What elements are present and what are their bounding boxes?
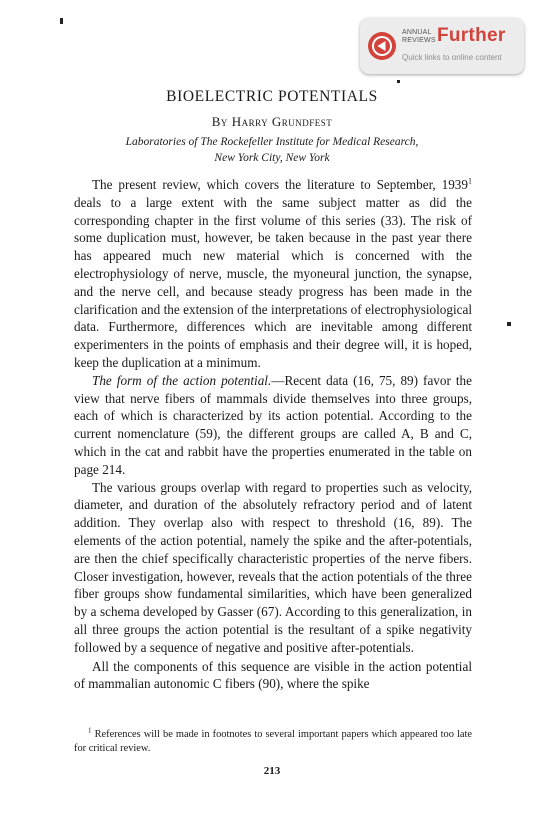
paragraph-text: All the components of this sequence are visible in the action potential of mammalian autonomic C fibers (90), where the spike — [74, 658, 472, 692]
badge-reviews-text: REVIEWS — [402, 37, 436, 44]
paragraph — [74, 479, 472, 657]
badge-annual-text: ANNUAL — [402, 29, 432, 36]
footnote-number: 1 — [88, 726, 92, 735]
paragraph-text: The present review, which covers the literature to September, 1939 — [92, 177, 468, 192]
further-links-badge[interactable] — [360, 18, 524, 74]
author-name: Harry Grundfest — [231, 114, 333, 129]
badge-publisher — [402, 29, 436, 45]
paragraph — [74, 176, 472, 372]
paragraph-text: The various groups overlap with regard to properties such as velocity, diameter, and duration of the absolutely refractory period and of latent addition. They overlap also with respect to threshold (16, 89). The elements of the action potential, namely the spike and the after-potentials, are then the chief specifically characteristic properties of the nerve fibers. Closer investigation, however, reveals that the action potentials of the three fiber groups show fundamental similarities, which have been generalized by a schema developed by Gasser (67). According to this generalization, in all three groups the action potential is the resultant of a spike negativity followed by a sequence of negative and positive after-potentials. — [74, 479, 472, 655]
section-heading: The form of the action potential. — [92, 372, 272, 388]
footnote-text: References will be made in footnotes to several important papers which appeared too late for critical review. — [74, 729, 472, 754]
badge-subtitle: Quick links to online content — [402, 53, 502, 62]
by-label: By — [211, 114, 228, 129]
article-title: BIOELECTRIC POTENTIALS — [166, 88, 378, 105]
play-arrow-icon — [367, 31, 397, 61]
footnote-marker: 1 — [468, 176, 472, 186]
paragraph — [74, 658, 472, 694]
scan-speck — [507, 322, 511, 326]
paragraph — [74, 372, 472, 479]
affiliation-line-1: Laboratories of The Rockefeller Institute for Medical Research, — [125, 136, 419, 148]
paragraph-text: deals to a large extent with the same subject matter as did the corresponding chapter in the first volume of this series (33). The risk of some duplication must, however, be taken because in the past year there has appeared much new material which is concerned with the electrophysiology of nerve, muscle, the myoneural junction, the synapse, and the nerve cell, and because steady progress has been made in the clarification and the extension of the interpretations of electrophysiological data. Furthermore, differences which are inevitable among different experimenters in the points of emphasis and their degree will, it is hoped, keep the duplication at a minimum. — [74, 194, 472, 370]
affiliation-line-2: New York City, New York — [214, 152, 330, 164]
scan-speck — [397, 80, 400, 83]
paragraph-text: —Recent data (16, 75, 89) favor the view that nerve fibers of mammals divide themselves into three groups, each of which is characterized by its action potential. According to the current nomenclature (59), the different groups are called A, B and C, which in the cat and rabbit have the properties enumerated in the table on page 214. — [74, 372, 472, 477]
article-byline — [0, 114, 544, 130]
article-body — [74, 176, 472, 693]
author-affiliation — [0, 134, 544, 166]
scan-speck — [60, 18, 63, 24]
footnote — [74, 728, 472, 756]
page-number: 213 — [263, 765, 281, 777]
badge-further-text: Further — [437, 25, 506, 46]
